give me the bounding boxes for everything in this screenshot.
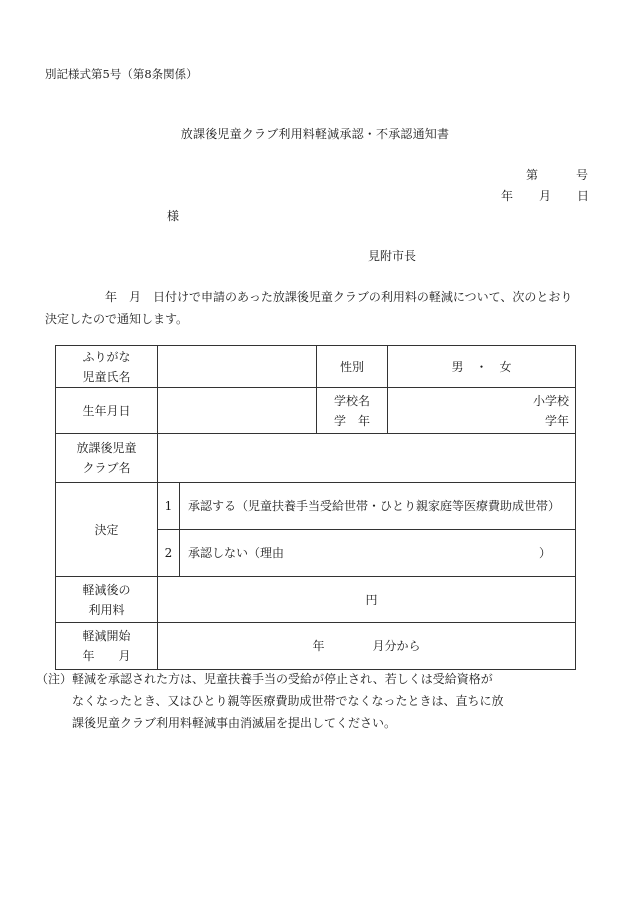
start-label-2: 年 月 [82,649,131,663]
option-2-number: 2 [158,530,180,577]
issuer: 見附市長 [368,249,417,263]
row-decision-1 [56,483,576,530]
fee-label-cell [56,577,158,623]
club-name-field[interactable] [158,434,576,483]
club-label-1: 放課後児童 [76,441,137,455]
school-label-cell [317,388,388,434]
grade-label: 学 年 [333,413,370,428]
birthdate-field[interactable] [158,388,317,434]
club-label-cell [56,434,158,483]
row-fee [56,577,576,623]
start-label-1: 軽減開始 [82,629,131,643]
decision-label: 決定 [56,483,158,577]
child-name-label: 児童氏名 [82,369,131,384]
row-birth [56,388,576,434]
intro-line-1: 年 月 日付けで申請のあった放課後児童クラブの利用料の軽減について、次のとおり [105,290,573,304]
school-name-label: 学校名 [333,393,370,408]
reject-text: 承認しない（理由 [188,546,285,560]
grade-suffix: 学年 [544,413,569,428]
fee-field[interactable] [158,577,576,623]
name-label-cell [56,346,158,388]
document-title: 放課後児童クラブ利用料軽減承認・不承認通知書 [180,127,450,141]
addressee-suffix: 様 [167,209,180,223]
option-approve[interactable]: 承認する（児童扶養手当受給世帯・ひとり親家庭等医療費助成世帯） [180,483,576,530]
footnote [36,668,516,734]
note-line-3: 課後児童クラブ利用料軽減事由消滅届を提出してください。 [72,716,397,730]
document-date [501,187,589,204]
fee-label-2: 利用料 [88,602,125,617]
row-club [56,434,576,483]
fee-unit: 円 [365,592,378,607]
club-label-2: クラブ名 [82,461,131,475]
option-reject[interactable] [180,530,576,577]
date-year: 年 [501,189,514,203]
row-name [56,346,576,388]
start-field[interactable]: 年 月分から [158,623,576,670]
birthdate-label: 生年月日 [56,388,158,434]
fee-label-1: 軽減後の [82,582,131,597]
number-prefix: 第 [526,168,539,182]
school-suffix: 小学校 [532,393,569,408]
date-month: 月 [539,189,552,203]
number-suffix: 号 [576,168,589,182]
child-name-field[interactable] [158,346,317,388]
reject-close-paren: ） [538,546,551,560]
form-table [55,345,576,670]
intro-line-2: 決定したので通知します。 [45,312,189,326]
date-day: 日 [577,189,590,203]
gender-options[interactable]: 男 ・ 女 [388,346,576,388]
gender-label: 性別 [317,346,388,388]
document-number [526,166,588,183]
form-label: 別記様式第5号（第8条関係） [45,67,198,81]
row-start [56,623,576,670]
note-line-2: なくなったとき、又はひとり親等医療費助成世帯でなくなったときは、直ちに放 [72,694,504,708]
option-1-number: 1 [158,483,180,530]
school-field[interactable] [388,388,576,434]
start-label-cell [56,623,158,670]
furigana-label: ふりがな [82,349,131,364]
note-line-1: （注）軽減を承認された方は、児童扶養手当の受給が停止され、若しくは受給資格が [36,672,493,686]
intro-paragraph [45,286,585,330]
